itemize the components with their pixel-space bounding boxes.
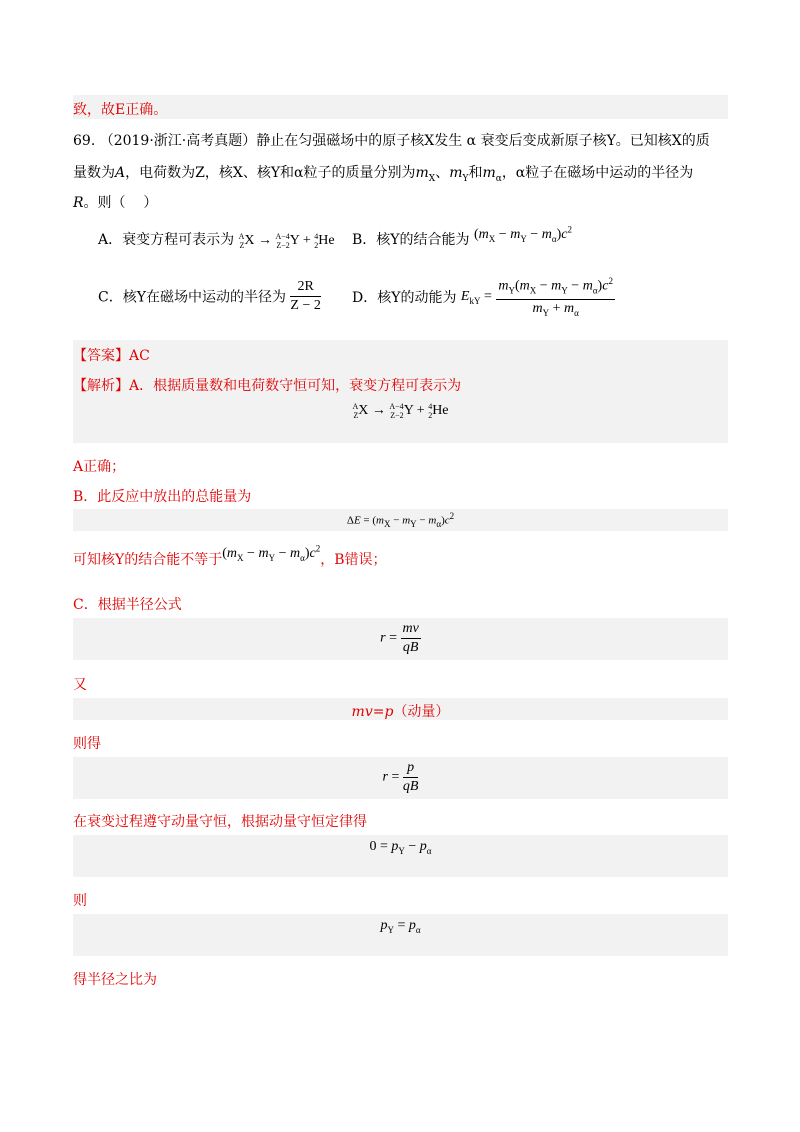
option-b-label: B．核Y的结合能为 bbox=[352, 232, 470, 248]
top-band bbox=[73, 95, 728, 119]
analysis-then-get: 则得 bbox=[73, 736, 101, 752]
question-line-1: 69. （2019·浙江·高考真题）静止在匀强磁场中的原子核X发生 α 衰变后变成新原子核Y。已知核X的质 bbox=[73, 133, 710, 149]
analysis-tag: 【解析】 bbox=[73, 378, 129, 394]
question-line-3: R。则（ ） bbox=[73, 195, 158, 211]
option-d-ek: $E_{kY}$ = bbox=[460, 288, 492, 306]
b-conclusion-equation: $(m_X - m_Y - m_\alpha)c^2$ bbox=[222, 543, 321, 563]
analysis-conservation: 在衰变过程遵守动量守恒，根据动量守恒定律得 bbox=[73, 814, 367, 830]
b-conclusion-pre: 可知核Y的结合能不等于 bbox=[73, 552, 223, 568]
question-line-2: 量数为A，电荷数为Z，核X、核Y和α粒子的质量分别为$m_X$、$m_Y$和$m_\alpha$，α粒子在磁场中运动的半径为 bbox=[73, 165, 694, 184]
option-d-fraction: $\frac{m_Y(m_X - m_Y - m_\alpha)c^2}{m_Y + m_\alpha}$ bbox=[496, 272, 615, 322]
option-a-equation: A Z X → A−4 Z−2 Y + 4 2 He bbox=[238, 231, 335, 250]
option-a-label: A．衰变方程可表示为 bbox=[98, 232, 235, 248]
momentum-note: （动量） bbox=[393, 704, 450, 720]
option-c-fraction: $\frac{2R}{Z - 2}$ bbox=[290, 279, 321, 313]
option-d-label: D．核Y的动能为 bbox=[352, 290, 457, 307]
top-line: 致，故E正确。 bbox=[73, 102, 168, 118]
analysis-equation-r1: r = $\frac{mv}{qB}$ bbox=[380, 621, 419, 655]
option-b bbox=[352, 224, 572, 250]
option-c-label: C．核Y在磁场中运动的半径为 bbox=[98, 289, 286, 306]
analysis-equation-momentum: $0 = p_Y - p_\alpha$ bbox=[369, 839, 432, 856]
analysis-equation-r2: r = $\frac{p}{qB}$ bbox=[382, 760, 419, 794]
analysis-then: 则 bbox=[73, 893, 87, 909]
answer-line bbox=[73, 345, 150, 365]
option-b-equation: $(m_X - m_Y - m_\alpha)c^2$ bbox=[473, 224, 572, 244]
analysis-ratio: 得半径之比为 bbox=[73, 972, 157, 988]
option-a bbox=[98, 229, 335, 250]
analysis-equation-b: $\Delta E = (m_X - m_Y - m_\alpha)c^2$ bbox=[346, 511, 455, 529]
analysis-equation-equal: $p_Y = p_\alpha$ bbox=[380, 918, 421, 935]
analysis-momentum: mv=p（动量） bbox=[351, 704, 450, 720]
analysis-a-correct: A正确； bbox=[73, 459, 126, 475]
b-conclusion-post: ，B错误； bbox=[320, 552, 387, 568]
analysis-line-1 bbox=[73, 375, 461, 395]
option-c bbox=[98, 278, 321, 315]
option-d bbox=[352, 272, 615, 322]
answer-tag: 【答案】 bbox=[73, 348, 129, 364]
analysis-b-conclusion bbox=[73, 543, 387, 570]
analysis-equation-a: A Z X → A−4 Z−2 Y + 4 2 He bbox=[352, 402, 449, 420]
analysis-b-intro: B．此反应中放出的总能量为 bbox=[73, 489, 252, 505]
answer-value: AC bbox=[129, 348, 150, 364]
analysis-text-1: A．根据质量数和电荷数守恒可知，衰变方程可表示为 bbox=[129, 378, 462, 394]
analysis-again: 又 bbox=[73, 677, 87, 693]
analysis-c-intro: C．根据半径公式 bbox=[73, 597, 182, 613]
